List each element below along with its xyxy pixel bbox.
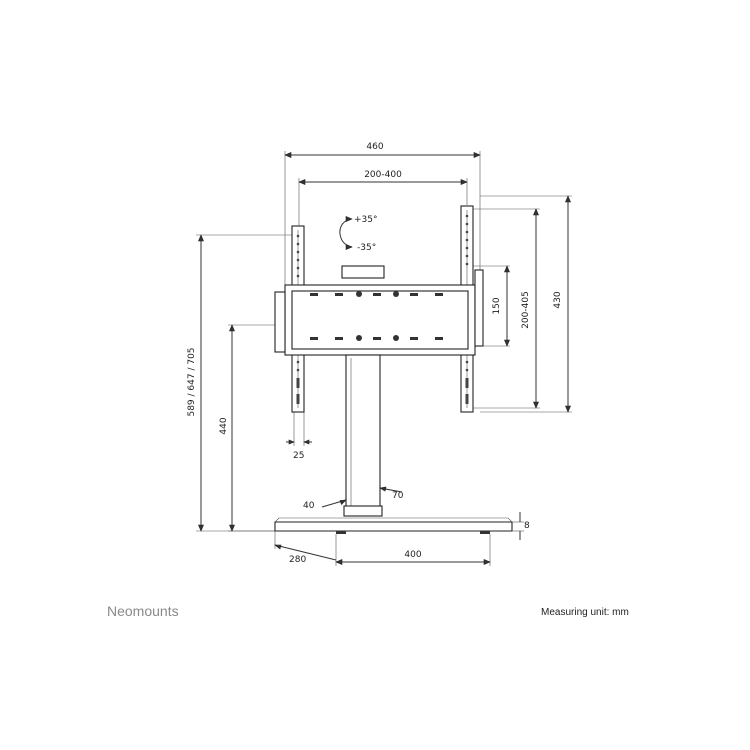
dimension-base-thickness <box>512 512 530 540</box>
dimension-total-height <box>187 235 294 531</box>
pole-height-label: 440 <box>219 417 229 435</box>
dimension-base-depth <box>275 531 336 565</box>
dimension-pole-height <box>219 325 294 531</box>
stand-base <box>275 518 512 534</box>
tilt-up-label: +35° <box>354 215 378 225</box>
tilt-down-label: -35° <box>357 243 377 253</box>
total-height-label: 589 / 647 / 705 <box>187 347 197 417</box>
dimension-pole-width <box>380 487 404 501</box>
pole-width-label: 70 <box>392 491 404 501</box>
base-depth-label: 280 <box>289 555 307 565</box>
stand-pole <box>344 355 382 516</box>
vesa-height-label: 200-405 <box>521 291 531 329</box>
bracket-height-label: 430 <box>553 291 563 309</box>
measuring-unit: Measuring unit: mm <box>541 607 629 618</box>
dimension-base-width <box>336 534 490 566</box>
dimension-bracket-offset <box>286 412 312 461</box>
pole-depth-label: 40 <box>303 501 315 511</box>
vesa-width-label: 200-400 <box>364 170 402 180</box>
brand-name: Neomounts <box>107 603 179 619</box>
tilt-indicator <box>340 215 378 253</box>
dimension-pole-depth <box>303 500 346 511</box>
dimension-vesa-width <box>299 170 467 230</box>
base-width-label: 400 <box>404 550 422 560</box>
bracket-offset-label: 25 <box>293 451 305 461</box>
overall-width-label: 460 <box>366 142 384 152</box>
plate-height-label: 150 <box>492 297 502 315</box>
base-thickness-label: 8 <box>524 521 530 531</box>
